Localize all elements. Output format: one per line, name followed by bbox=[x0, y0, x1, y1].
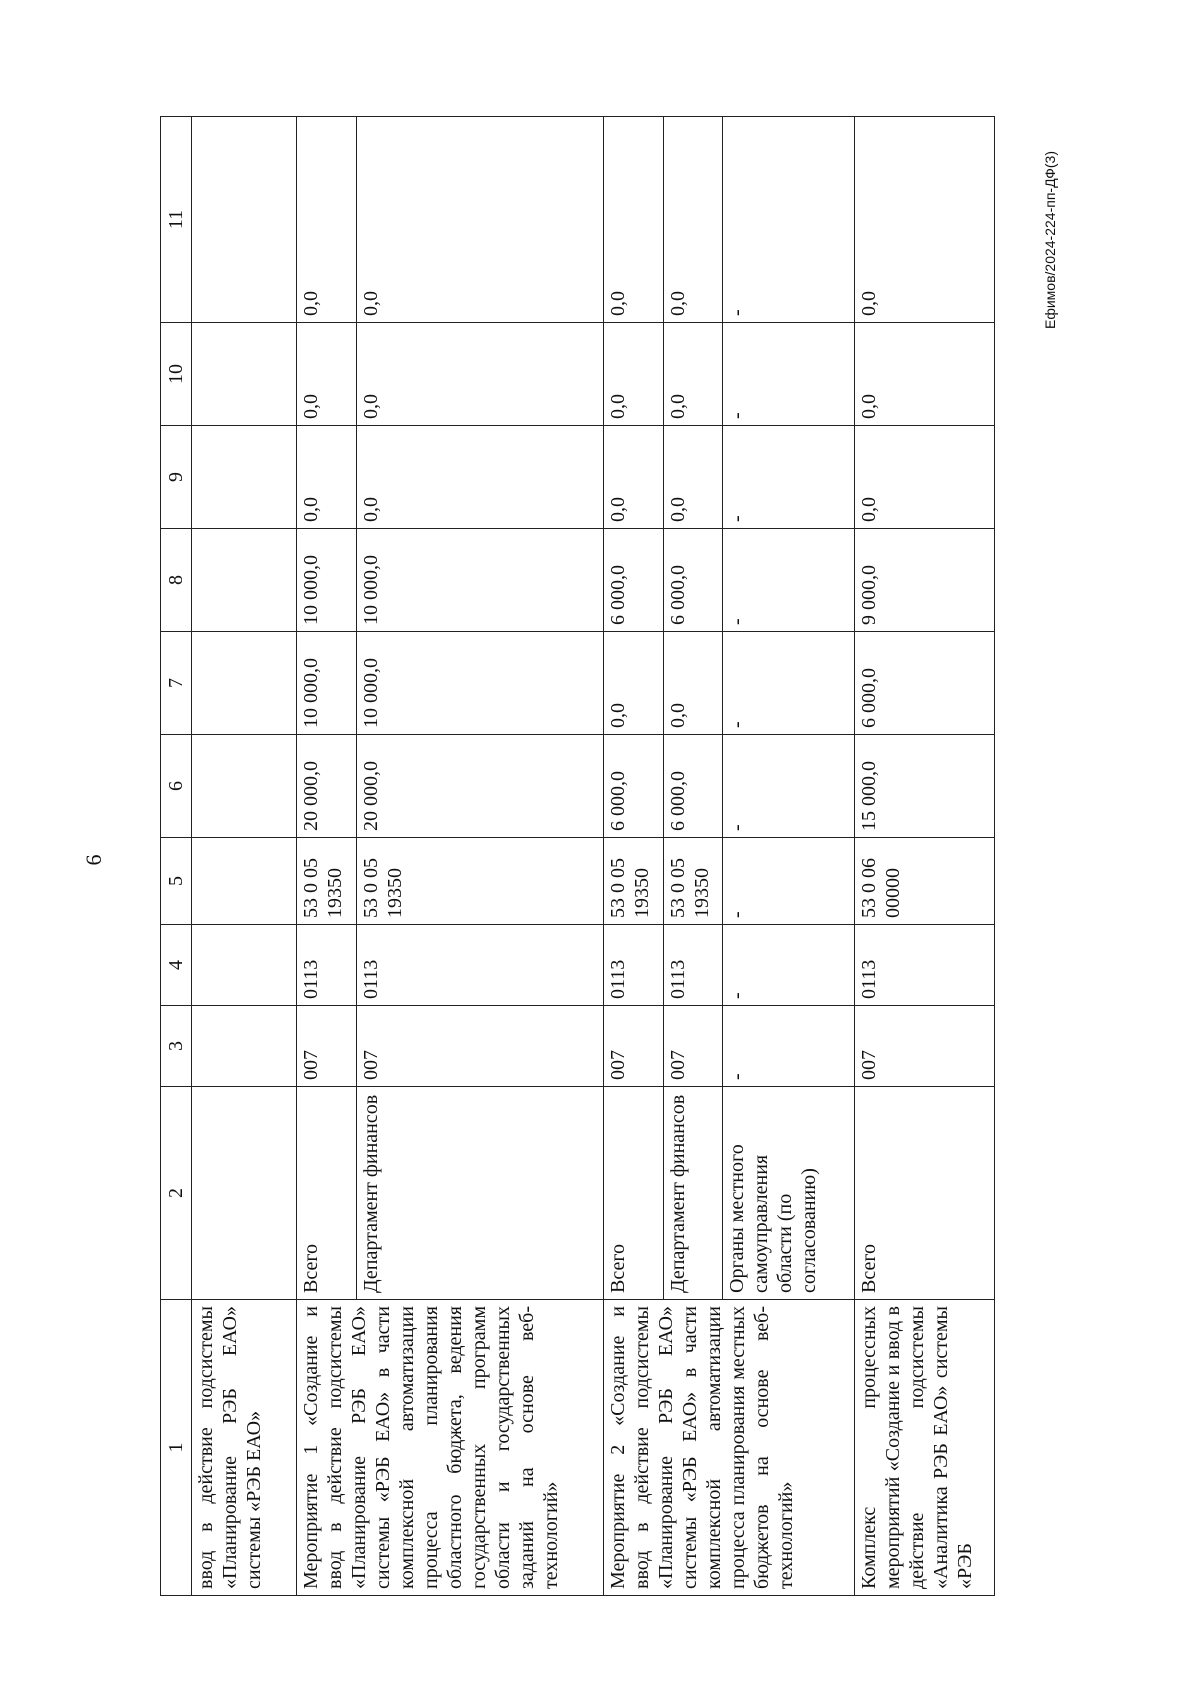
table-cell: Мероприятие 1 «Создание и ввод в действие подсистемы «Планирование РЭБ ЕАО» системы «РЭБ ЕАО» в части комплексной автоматизации процесса планирования областного бюджета, ведения государственных программ области и государственных заданий на основе веб-технологий» bbox=[297, 1300, 604, 1596]
table-cell: - bbox=[722, 426, 854, 529]
table-cell: 20 000,0 bbox=[297, 735, 356, 838]
table-cell: 007 bbox=[663, 1006, 722, 1087]
column-header: 2 bbox=[161, 1087, 192, 1300]
table-cell: 007 bbox=[297, 1006, 356, 1087]
table-cell: 0,0 bbox=[854, 323, 994, 426]
table-cell: 0,0 bbox=[356, 117, 604, 323]
table-cell: 0,0 bbox=[663, 426, 722, 529]
table-cell: 0,0 bbox=[854, 426, 994, 529]
table-row bbox=[297, 117, 356, 1596]
table-cell: 15 000,0 bbox=[854, 735, 994, 838]
table-cell: 20 000,0 bbox=[356, 735, 604, 838]
table-cell: 0,0 bbox=[356, 426, 604, 529]
column-header: 5 bbox=[161, 838, 192, 925]
column-header: 10 bbox=[161, 323, 192, 426]
table-cell: 007 bbox=[604, 1006, 663, 1087]
table-cell: ввод в действие подсистемы «Планирование РЭБ ЕАО» системы «РЭБ ЕАО» bbox=[192, 1300, 297, 1596]
header-row bbox=[161, 117, 192, 1596]
table-cell: 0113 bbox=[854, 925, 994, 1006]
table-cell: 0,0 bbox=[663, 323, 722, 426]
column-header: 1 bbox=[161, 1300, 192, 1596]
table-cell: Всего bbox=[297, 1087, 356, 1300]
table-cell: Мероприятие 2 «Создание и ввод в действие подсистемы «Планирование РЭБ ЕАО» системы «РЭБ ЕАО» в части комплексной автоматизации процесса планирования местных бюджетов на основе веб-технологий» bbox=[604, 1300, 854, 1596]
table-cell: - bbox=[722, 117, 854, 323]
column-header: 3 bbox=[161, 1006, 192, 1087]
column-header: 9 bbox=[161, 426, 192, 529]
table-cell: 6 000,0 bbox=[604, 529, 663, 632]
table-cell: Всего bbox=[854, 1087, 994, 1300]
budget-table bbox=[160, 116, 995, 1596]
table-cell: 0,0 bbox=[663, 117, 722, 323]
table-cell bbox=[192, 735, 297, 838]
table-cell: 0113 bbox=[356, 925, 604, 1006]
table-cell: Всего bbox=[604, 1087, 663, 1300]
table-cell: 0,0 bbox=[854, 117, 994, 323]
table-cell: 10 000,0 bbox=[297, 529, 356, 632]
table-cell: Департамент финансов bbox=[663, 1087, 722, 1300]
table-cell: - bbox=[722, 838, 854, 925]
table-cell: 9 000,0 bbox=[854, 529, 994, 632]
table-cell: - bbox=[722, 1006, 854, 1087]
table-cell: 0,0 bbox=[297, 426, 356, 529]
table-cell: 0,0 bbox=[356, 323, 604, 426]
table-cell: Органы местного самоуправления области (по согласованию) bbox=[722, 1087, 854, 1300]
table-cell: Комплекс процессных мероприятий «Создание и ввод в действие подсистемы «Аналитика РЭБ ЕАО» системы «РЭБ bbox=[854, 1300, 994, 1596]
table-cell bbox=[192, 529, 297, 632]
table-row bbox=[604, 117, 663, 1596]
rotated-table-container bbox=[160, 117, 995, 1596]
table-row bbox=[854, 117, 994, 1596]
table-cell: 10 000,0 bbox=[356, 632, 604, 735]
table-cell: 6 000,0 bbox=[663, 529, 722, 632]
table-cell: 0,0 bbox=[297, 117, 356, 323]
table-cell: 6 000,0 bbox=[854, 632, 994, 735]
table-cell: 0,0 bbox=[604, 426, 663, 529]
table-cell: 007 bbox=[854, 1006, 994, 1087]
table-cell: 53 0 05 19350 bbox=[663, 838, 722, 925]
table-cell: Департамент финансов bbox=[356, 1087, 604, 1300]
table-cell: - bbox=[722, 632, 854, 735]
table-cell bbox=[192, 323, 297, 426]
table-cell: 0113 bbox=[663, 925, 722, 1006]
column-header: 6 bbox=[161, 735, 192, 838]
table-cell bbox=[192, 838, 297, 925]
table-cell: 10 000,0 bbox=[297, 632, 356, 735]
column-header: 7 bbox=[161, 632, 192, 735]
table-cell: 53 0 05 19350 bbox=[356, 838, 604, 925]
table-cell: 007 bbox=[356, 1006, 604, 1087]
table-row bbox=[192, 117, 297, 1596]
document-id: Ефимов/2024-224-пп-ДФ(3) bbox=[1042, 151, 1058, 329]
table-cell bbox=[192, 117, 297, 323]
table-cell: 53 0 05 19350 bbox=[604, 838, 663, 925]
column-header: 4 bbox=[161, 925, 192, 1006]
table-cell: 0,0 bbox=[663, 632, 722, 735]
table-cell bbox=[192, 1006, 297, 1087]
table-cell: 0113 bbox=[604, 925, 663, 1006]
table-cell: - bbox=[722, 735, 854, 838]
table-cell: 53 0 06 00000 bbox=[854, 838, 994, 925]
table-cell: 6 000,0 bbox=[604, 735, 663, 838]
column-header: 8 bbox=[161, 529, 192, 632]
table-cell: - bbox=[722, 925, 854, 1006]
table-cell: 6 000,0 bbox=[663, 735, 722, 838]
table-cell: 0,0 bbox=[604, 323, 663, 426]
column-header: 11 bbox=[161, 117, 192, 323]
page-number: 6 bbox=[81, 854, 106, 866]
table-cell bbox=[192, 632, 297, 735]
table-cell bbox=[192, 426, 297, 529]
table-cell: 0,0 bbox=[604, 632, 663, 735]
table-cell: 53 0 05 19350 bbox=[297, 838, 356, 925]
table-cell: - bbox=[722, 323, 854, 426]
table-cell: 0,0 bbox=[604, 117, 663, 323]
table-cell bbox=[192, 1087, 297, 1300]
table-cell: - bbox=[722, 529, 854, 632]
table-cell: 0113 bbox=[297, 925, 356, 1006]
table-cell: 0,0 bbox=[297, 323, 356, 426]
table-cell: 10 000,0 bbox=[356, 529, 604, 632]
table-cell bbox=[192, 925, 297, 1006]
